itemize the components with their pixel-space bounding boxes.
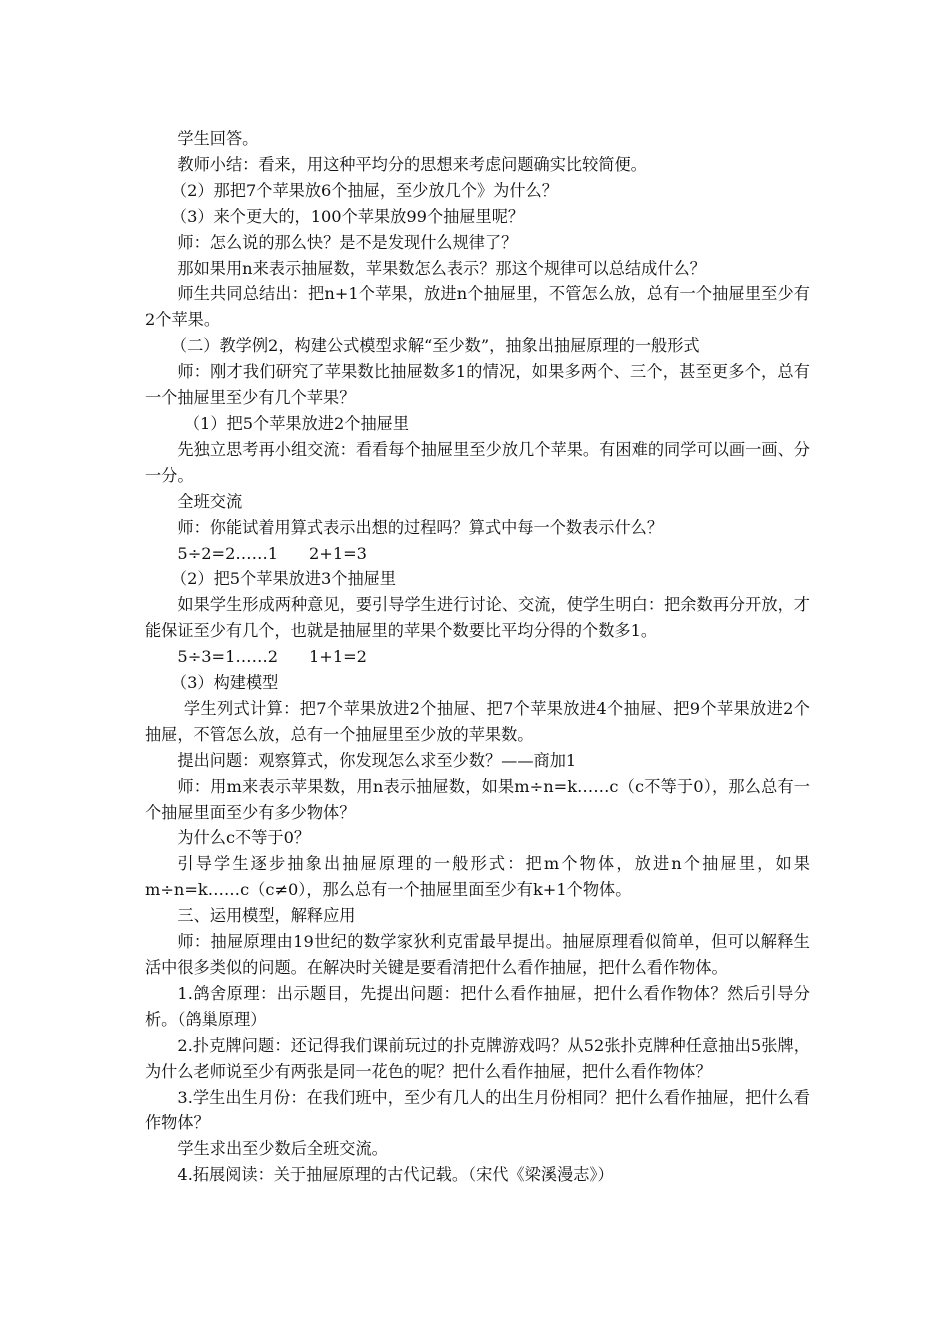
paragraph: 那如果用n来表示抽屉数，苹果数怎么表示？那这个规律可以总结成什么？ bbox=[177, 258, 706, 278]
paragraph: 师：你能试着用算式表示出想的过程吗？算式中每一个数表示什么？ bbox=[177, 517, 664, 537]
paragraph: 教师小结：看来，用这种平均分的思想来考虑问题确实比较简便。 bbox=[177, 154, 647, 174]
paragraph: （2）那把7个苹果放6个抽屉，至少放几个》为什么？ bbox=[170, 180, 558, 200]
paragraph: 为什么c不等于0？ bbox=[177, 828, 311, 848]
paragraph: 全班交流 bbox=[177, 491, 243, 511]
paragraph: 4.拓展阅读：关于抽屉原理的古代记载。（宋代《梁溪漫志》） bbox=[177, 1165, 614, 1185]
paragraph: 师：刚才我们研究了苹果数比抽屉数多1的情况，如果多两个、三个，甚至更多个，总有一个抽屉里至少有几个苹果？ bbox=[145, 362, 810, 408]
paragraph: （3）构建模型 bbox=[170, 673, 279, 693]
paragraph: （3）来个更大的，100个苹果放99个抽屉里呢？ bbox=[170, 206, 525, 226]
paragraph: 师：怎么说的那么快？是不是发现什么规律了？ bbox=[177, 232, 518, 252]
formula-line: 5÷2=2……1 2+1=3 bbox=[177, 543, 367, 563]
paragraph: 学生求出至少数后全班交流。 bbox=[177, 1139, 388, 1159]
paragraph: 如果学生形成两种意见，要引导学生进行讨论、交流，使学生明白：把余数再分开放，才能保证至少有几个，也就是抽屉里的苹果个数要比平均分得的个数多1。 bbox=[145, 595, 810, 641]
paragraph: （2）把5个苹果放进3个抽屉里 bbox=[170, 569, 397, 589]
formula-line: 5÷3=1……2 1+1=2 bbox=[177, 647, 367, 667]
paragraph: 师生共同总结出：把n+1个苹果，放进n个抽屉里，不管怎么放，总有一个抽屉里至少有2个苹果。 bbox=[145, 284, 810, 330]
section-heading: 三、运用模型，解释应用 bbox=[177, 906, 356, 926]
document-body bbox=[145, 126, 810, 1188]
paragraph: 学生列式计算：把7个苹果放进2个抽屉、把7个苹果放进4个抽屉、把9个苹果放进2个抽屉，不管怎么放，总有一个抽屉里至少放的苹果数。 bbox=[145, 698, 810, 744]
paragraph: 1.鸽舍原理：出示题目，先提出问题：把什么看作抽屉，把什么看作物体？然后引导分析。（鸽巢原理） bbox=[145, 983, 810, 1029]
paragraph: 3.学生出生月份：在我们班中，至少有几人的出生月份相同？把什么看作抽屉，把什么看作物体？ bbox=[145, 1087, 810, 1133]
paragraph: 师：用m来表示苹果数，用n表示抽屉数，如果m÷n=k……c（c不等于0），那么总有一个抽屉里面至少有多少物体？ bbox=[145, 776, 810, 822]
paragraph: 先独立思考再小组交流：看看每个抽屉里至少放几个苹果。有困难的同学可以画一画、分一分。 bbox=[145, 439, 810, 485]
paragraph: 提出问题：观察算式，你发现怎么求至少数？——商加1 bbox=[177, 750, 577, 770]
paragraph: 学生回答。 bbox=[177, 129, 259, 148]
section-heading: （二）教学例2，构建公式模型求解“至少数”，抽象出抽屉原理的一般形式 bbox=[170, 336, 700, 356]
paragraph: 师：抽屉原理由19世纪的数学家狄利克雷最早提出。抽屉原理看似简单，但可以解释生活中很多类似的问题。在解决时关键是要看清把什么看作抽屉，把什么看作物体。 bbox=[145, 932, 810, 977]
paragraph: （1）把5个苹果放进2个抽屉里 bbox=[183, 413, 410, 433]
paragraph: 2.扑克牌问题：还记得我们课前玩过的扑克牌游戏吗？从52张扑克牌种任意抽出5张牌，为什么老师说至少有两张是同一花色的呢？把什么看作抽屉，把什么看作物体？ bbox=[145, 1035, 810, 1081]
paragraph: 引导学生逐步抽象出抽屉原理的一般形式：把m个物体，放进n个抽屉里，如果m÷n=k……c（c≠0），那么总有一个抽屉里面至少有k+1个物体。 bbox=[145, 854, 810, 900]
